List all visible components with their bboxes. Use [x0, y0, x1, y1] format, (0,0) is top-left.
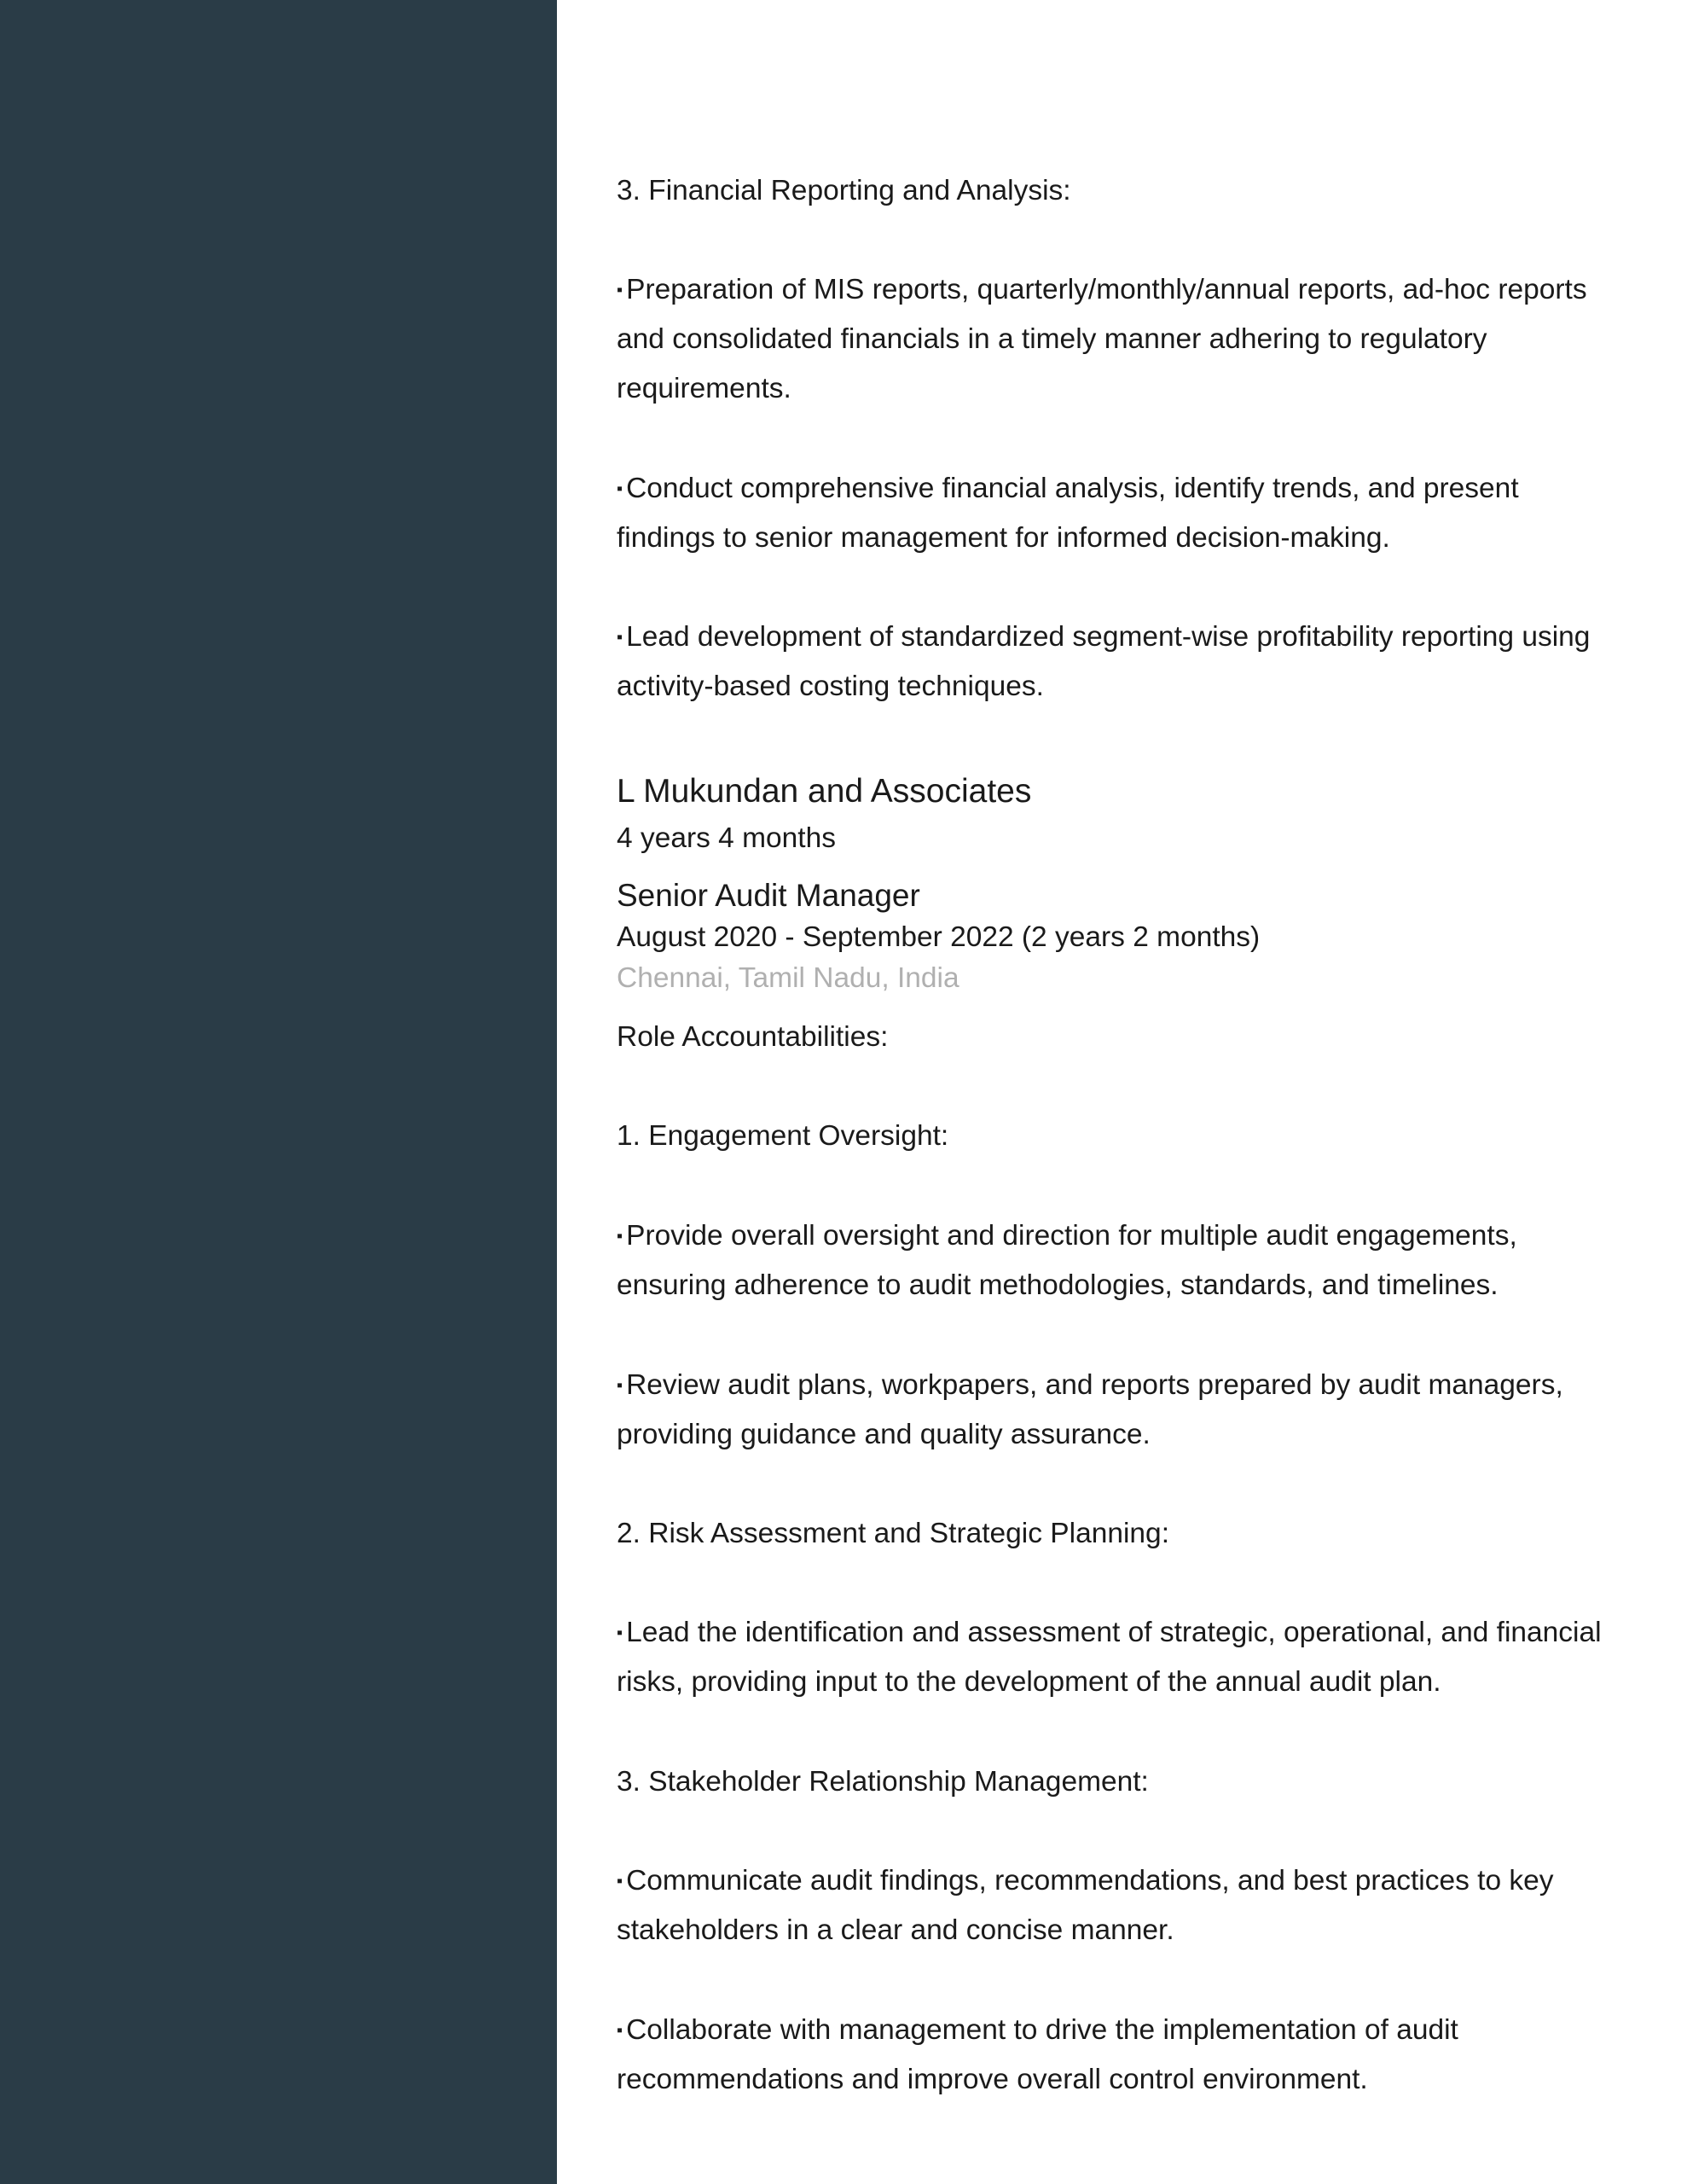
job-dates: August 2020 - September 2022 (2 years 2 months) — [617, 921, 1261, 953]
bullet-icon: ▪ — [617, 1376, 623, 1395]
bullet-item — [617, 613, 1623, 712]
bullet-text: Preparation of MIS reports, quarterly/monthly/annual reports, ad-hoc reports and consolidated financials in a timely manner adhering to regulatory requirements. — [617, 274, 1587, 404]
bullet-icon: ▪ — [617, 1872, 623, 1891]
section-heading-financial-reporting: 3. Financial Reporting and Analysis: — [617, 175, 1071, 206]
bullet-item — [617, 1361, 1623, 1460]
bullet-text: Collaborate with management to drive the implementation of audit recommendations and improve overall control environment. — [617, 2014, 1458, 2095]
company-name: L Mukundan and Associates — [617, 773, 1032, 810]
bullet-item — [617, 1856, 1623, 1955]
section-heading-stakeholder-management: 3. Stakeholder Relationship Management: — [617, 1766, 1149, 1798]
bullet-text: Communicate audit findings, recommendations, and best practices to key stakeholders in a clear and concise manner. — [617, 1865, 1554, 1946]
bullet-icon: ▪ — [617, 1623, 623, 1642]
job-location: Chennai, Tamil Nadu, India — [617, 962, 959, 994]
section-heading-engagement-oversight: 1. Engagement Oversight: — [617, 1120, 949, 1152]
bullet-icon: ▪ — [617, 2021, 623, 2040]
bullet-text: Lead the identification and assessment of strategic, operational, and financial risks, providing input to the development of the annual audit plan. — [617, 1617, 1602, 1698]
bullet-text: Provide overall oversight and direction for multiple audit engagements, ensuring adherence to audit methodologies, standards, and timelines. — [617, 1220, 1517, 1301]
bullet-icon: ▪ — [617, 628, 623, 647]
job-title: Senior Audit Manager — [617, 878, 920, 913]
role-accountabilities-label: Role Accountabilities: — [617, 1021, 889, 1053]
company-tenure: 4 years 4 months — [617, 822, 836, 854]
bullet-item — [617, 2006, 1623, 2105]
bullet-icon: ▪ — [617, 479, 623, 498]
bullet-icon: ▪ — [617, 281, 623, 299]
bullet-text: Lead development of standardized segment-wise profitability reporting using activity-based costing techniques. — [617, 621, 1591, 702]
bullet-item — [617, 265, 1623, 414]
bullet-text: Review audit plans, workpapers, and reports prepared by audit managers, providing guidance and quality assurance. — [617, 1369, 1563, 1450]
bullet-icon: ▪ — [617, 1227, 623, 1246]
bullet-item — [617, 1211, 1623, 1310]
bullet-item — [617, 464, 1623, 563]
section-heading-risk-assessment: 2. Risk Assessment and Strategic Planning: — [617, 1518, 1169, 1549]
bullet-item — [617, 1608, 1623, 1707]
bullet-text: Conduct comprehensive financial analysis, identify trends, and present findings to senior management for informed decision-making. — [617, 473, 1519, 554]
sidebar-panel — [0, 0, 557, 2184]
